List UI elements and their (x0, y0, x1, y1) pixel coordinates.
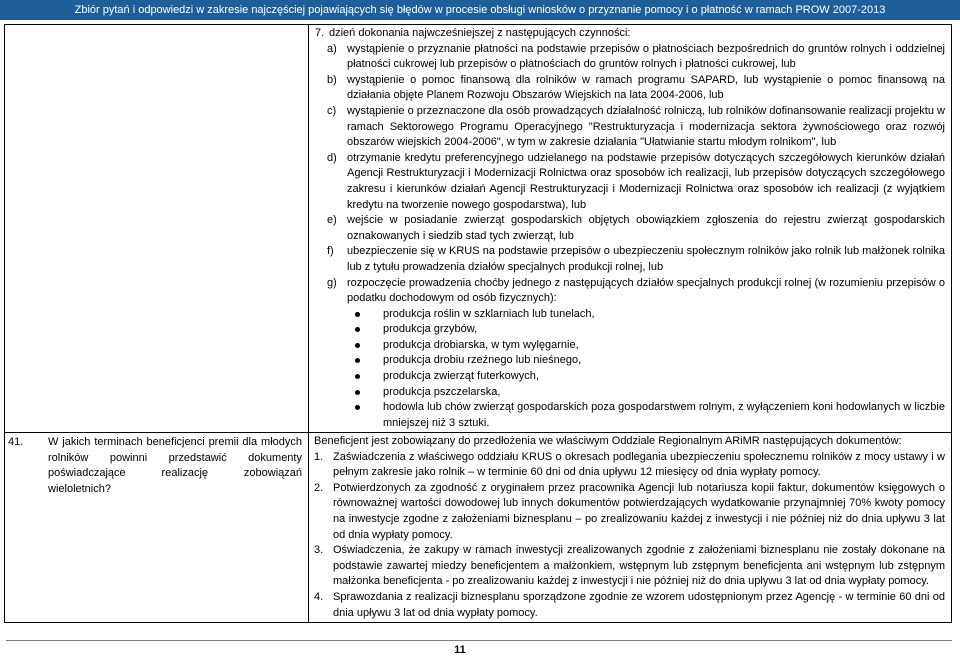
answer-intro: Beneficjent jest zobowiązany do przedłożenia we właściwym Oddziale Regionalnym ARiMR następujących dokumentów: (314, 435, 902, 447)
sub-item-d (327, 151, 945, 213)
answer-continuation-cell (309, 25, 952, 433)
sub-item-g (327, 276, 945, 307)
list-item (351, 322, 945, 338)
sub-item-c (327, 104, 945, 151)
sub-label: e) (327, 214, 337, 227)
item-text: Potwierdzonych za zgodność z oryginałem przez pracownika Agencji lub notariusza kopii faktur, dokumentów księgowych o równoważnej wartości dowodowej lub innych dokumentów potwierdzających wydatkowanie przynajmniej 70% kwoty pomocy na inwestycje zgodne z założeniami biznesplanu – po zrealizowaniu każdej z inwestycji i nie później niż do dnia upływu 3 lat od dnia wypłaty pomocy. (333, 481, 945, 541)
sub-text: wystąpienie o przeznaczone dla osób prowadzących działalność rolniczą, lub rolników dofinansowanie realizacji projektu w ramach Sektorowego Programu Operacyjnego "Restrukturyzacja i modernizacja sektora żywnościowego oraz rozwój obszarów wiejskich 2004-2006", w tym w zakresie działania "Ułatwianie startu młodym rolnikom", lub (347, 104, 945, 149)
question-41 (5, 433, 308, 497)
answer-item-1 (314, 450, 945, 481)
question-number: 41. (8, 436, 24, 448)
question-cell-empty (5, 25, 309, 433)
list-item (351, 369, 945, 385)
sub-label: f) (327, 245, 334, 258)
header-title: Zbiór pytań i odpowiedzi w zakresie najczęściej pojawiających się błędów w procesie obsługi wniosków o przyznanie pomocy i o płatność w ramach PROW 2007-2013 (74, 4, 886, 16)
question-cell (5, 433, 309, 623)
sub-text: rozpoczęcie prowadzenia choćby jednego z następujących działów specjalnych produkcji rolnej (w rozumieniu przepisów o podatku dochodowym od osób fizycznych): (347, 276, 945, 305)
sub-label: d) (327, 151, 337, 164)
sub-label: a) (327, 42, 337, 55)
list-item (351, 353, 945, 369)
item-text: Zaświadczenia z właściwego oddziału KRUS o okresach podlegania ubezpieczeniu społecznemu rolników z mocy ustawy i w pełnym zakresie jako rolnik – w terminie 60 dni od dnia upływu 12 miesięcy od dnia wypłaty pomocy. (333, 450, 945, 479)
item-label: 1. (314, 450, 324, 463)
page-number: 11 (454, 644, 466, 656)
item-text: dzień dokonania najwcześniejszej z następujących czynności: (329, 27, 631, 39)
bullet-text: produkcja pszczelarska, (383, 385, 501, 398)
continuation-block (309, 25, 951, 431)
bullet-icon (351, 353, 383, 369)
table-row (5, 25, 952, 433)
bullet-icon (351, 400, 383, 431)
item-label: 3. (314, 544, 324, 557)
sub-text: wystąpienie o przyznanie płatności na podstawie przepisów o płatnościach bezpośrednich do gruntów rolnych i oddzielnej płatności cukrowej lub przepisów o płatnościach do gruntów rolnych i płatności cukrowej, lub (347, 42, 945, 71)
table-row (5, 433, 952, 623)
bullet-text: produkcja roślin w szklarniach lub tunelach, (383, 307, 595, 320)
sub-item-a (327, 42, 945, 73)
bullet-icon (351, 385, 383, 401)
list-item (351, 400, 945, 431)
sub-text: wejście w posiadanie zwierząt gospodarskich objętych obowiązkiem zgłoszenia do rejestru zwierząt gospodarskich oznakowanych i siedzib stad tych zwierząt, lub (347, 214, 945, 242)
sub-text: ubezpieczenie się w KRUS na podstawie przepisów o ubezpieczeniu społecznym rolników jako rolnik lub małżonek rolnika lub z tytułu prowadzenia działów specjalnych produkcji rolnej, lub (347, 245, 945, 273)
answer-41 (309, 433, 951, 621)
sub-list (315, 42, 945, 307)
bullet-list (351, 307, 945, 432)
question-text: W jakich terminach beneficjenci premii dla młodych rolników powinni przedstawić dokumenty poświadczające realizację zobowiązań wieloletnich? (48, 436, 302, 495)
bullet-text: produkcja drobiarska, w tym wylęgarnie, (383, 338, 579, 351)
list-item-7 (315, 26, 945, 42)
bullet-icon (351, 369, 383, 385)
sub-label: g) (327, 276, 337, 289)
bullet-icon (351, 307, 383, 323)
footer-divider (6, 640, 952, 641)
item-text: Oświadczenia, że zakupy w ramach inwestycji zrealizowanych zgodnie z założeniami biznesplanu nie zostały dokonane na podstawie zawartej miedzy beneficjentem a małżonkiem, wstępnym lub zstępnym beneficjenta ani wstępnym lub zstępnym małżonka beneficjenta - po zrealizowaniu każdej z inwestycji i nie później niż do dnia upływu 3 lat od dnia wypłaty pomocy. (333, 544, 945, 588)
answer-cell (309, 433, 952, 623)
bullet-text: produkcja grzybów, (383, 323, 478, 336)
item-label: 4. (314, 590, 324, 603)
sub-label: b) (327, 73, 337, 86)
sub-label: c) (327, 104, 337, 117)
sub-item-f (327, 244, 945, 275)
item-label: 7. (315, 27, 325, 39)
bullet-icon (351, 338, 383, 354)
list-item (351, 338, 945, 354)
sub-item-b (327, 73, 945, 104)
sub-text: wystąpienie o pomoc finansową dla rolników w ramach programu SAPARD, lub wystąpienie o pomoc finansową na działania objęte Planem Rozwoju Obszarów Wiejskich na lata 2004-2006, lub (347, 73, 945, 102)
bullet-icon (351, 322, 383, 338)
bullet-text: hodowla lub chów zwierząt gospodarskich poza gospodarstwem rolnym, z wyłączeniem koni hodowlanych w liczbie mniejszej niż 3 sztuki. (383, 401, 945, 429)
list-item (351, 385, 945, 401)
sub-text: otrzymanie kredytu preferencyjnego udzielanego na podstawie przepisów dotyczących szczegółowych kierunków działań Agencji Restrukturyzacji i Modernizacji Rolnictwa oraz sposobów ich realizacji, lub przepisów dotyczących szczegółowego zakresu i kierunków działań Agencji Restrukturyzacji i Modernizacji Rolnictwa oraz sposobów ich realizacji (z wyjątkiem kredytu na tworzenie nowego gospodarstwa), lub (347, 151, 945, 211)
sub-item-e (327, 213, 945, 244)
list-item (351, 307, 945, 323)
answer-item-4 (314, 590, 945, 621)
qa-table (4, 24, 952, 623)
answer-item-3 (314, 543, 945, 590)
answer-item-2 (314, 481, 945, 543)
bullet-text: produkcja zwierząt futerkowych, (383, 370, 539, 383)
document-header (0, 0, 960, 20)
bullet-text: produkcja drobiu rzeźnego lub nieśnego, (383, 354, 582, 367)
item-text: Sprawozdania z realizacji biznesplanu sporządzone zgodnie ze wzorem udostępnionym przez Agencję - w terminie 60 dni od dnia upływu 3 lat od dnia wypłaty pomocy. (333, 590, 945, 619)
item-label: 2. (314, 481, 324, 494)
